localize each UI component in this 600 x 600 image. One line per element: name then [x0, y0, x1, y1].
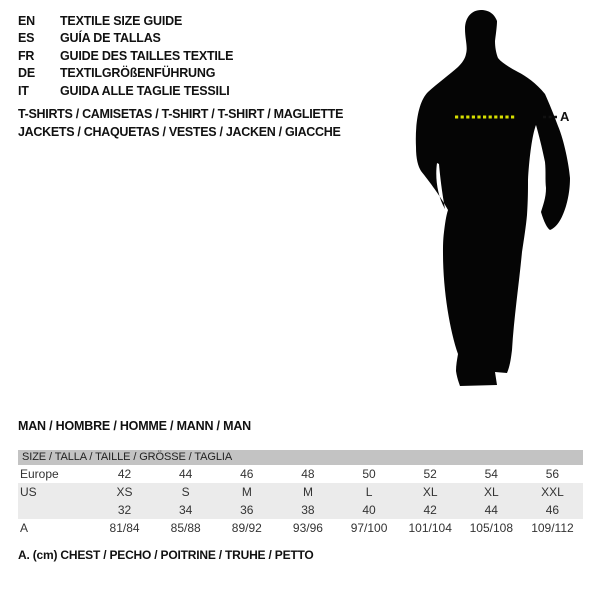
language-code: DE [18, 66, 35, 81]
table-cell: 34 [179, 503, 193, 517]
table-cell: S [181, 485, 190, 499]
table-cell: 93/96 [292, 521, 323, 535]
language-list [18, 12, 233, 100]
table-cell: 54 [484, 467, 498, 481]
list-item [18, 65, 233, 83]
language-label: GUIDE DES TAILLES TEXTILE [60, 48, 234, 63]
measure-label-a: A [560, 109, 570, 124]
row-label: A [20, 521, 29, 535]
row-label: US [20, 485, 37, 499]
table-cell: 105/108 [469, 521, 513, 535]
table-cell: XL [483, 485, 499, 499]
table-cell: 56 [545, 467, 560, 481]
size-table [18, 450, 583, 537]
table-row-europe [18, 465, 583, 483]
table-cell: 44 [179, 467, 193, 481]
language-label: TEXTILGRÖßENFÜHRUNG [60, 66, 216, 81]
table-cell: M [241, 485, 252, 499]
list-item [18, 30, 233, 48]
table-cell: L [365, 485, 373, 499]
table-cell: 50 [362, 467, 376, 481]
table-cell: 81/84 [109, 521, 140, 535]
language-label: GUIDA ALLE TAGLIE TESSILI [60, 83, 230, 98]
table-cell: 42 [423, 503, 437, 517]
language-code: IT [18, 83, 29, 98]
row-label: Europe [20, 467, 59, 481]
list-item [18, 12, 233, 30]
table-cell: XXL [541, 485, 564, 499]
garment-categories [18, 106, 343, 141]
table-cell: 48 [301, 467, 315, 481]
table-row-chest [18, 519, 583, 537]
table-cell: 97/100 [350, 521, 388, 535]
language-label: TEXTILE SIZE GUIDE [60, 13, 183, 28]
section-title: MAN / HOMBRE / HOMME / MANN / MAN [18, 419, 251, 433]
category-line: T-SHIRTS / CAMISETAS / T-SHIRT / T-SHIRT / MAGLIETTE [18, 107, 344, 121]
list-item [18, 47, 233, 65]
table-cell: 36 [240, 503, 254, 517]
table-cell: 89/92 [231, 521, 262, 535]
table-cell: 101/104 [408, 521, 452, 535]
table-row-numeric [18, 501, 583, 519]
table-cell: 52 [423, 467, 437, 481]
table-row-us [18, 483, 583, 501]
man-silhouette-figure [408, 0, 572, 400]
category-line: JACKETS / CHAQUETAS / VESTES / JACKEN / GIACCHE [18, 124, 341, 139]
language-label: GUÍA DE TALLAS [60, 31, 161, 46]
table-cell: 40 [362, 503, 376, 517]
table-cell: 85/88 [170, 521, 201, 535]
measurement-footnote: A. (cm) CHEST / PECHO / POITRINE / TRUHE / PETTO [18, 548, 314, 562]
table-cell: 38 [301, 503, 315, 517]
size-table-grid [18, 465, 583, 537]
list-item [18, 82, 233, 100]
table-cell: 46 [240, 467, 254, 481]
language-code: EN [18, 13, 35, 28]
size-table-header: SIZE / TALLA / TAILLE / GRÖSSE / TAGLIA [18, 450, 583, 465]
row-label [18, 501, 94, 519]
table-cell: M [302, 485, 313, 499]
table-cell: XS [116, 485, 133, 499]
man-silhouette [416, 10, 570, 386]
table-cell: 32 [117, 503, 132, 517]
table-cell: 42 [117, 467, 132, 481]
table-cell: 109/112 [531, 521, 574, 535]
table-cell: XL [422, 485, 438, 499]
table-cell: 44 [484, 503, 498, 517]
table-cell: 46 [545, 503, 560, 517]
language-code: ES [18, 31, 35, 46]
language-code: FR [18, 48, 35, 63]
